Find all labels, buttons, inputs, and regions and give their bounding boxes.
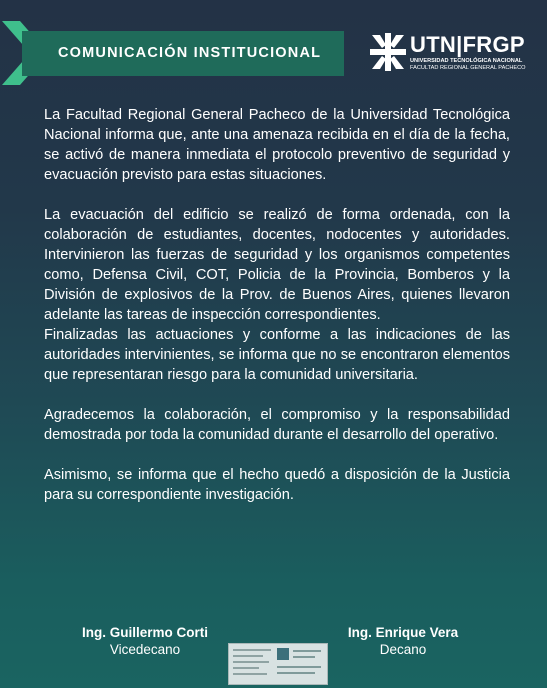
- paragraph: Asimismo, se informa que el hecho quedó a disposición de la Justicia para su correspondiente investigación.: [44, 467, 510, 503]
- logo-faculty: FACULTAD REGIONAL GENERAL PACHECO: [410, 65, 526, 71]
- logo-name: UTN|FRGP: [410, 32, 525, 57]
- signature-decano: [308, 625, 498, 659]
- logo-university: UNIVERSIDAD TECNOLÓGICA NACIONAL: [410, 58, 523, 64]
- paragraph: Finalizadas las actuaciones y conforme a las indicaciones de las autoridades intervinientes, se informa que no se encontraron elementos que representaran riesgo para la comunidad universitaria.: [44, 327, 510, 383]
- signature-vicedecano: [50, 625, 240, 659]
- notice-body: [44, 105, 510, 505]
- paragraph: La evacuación del edificio se realizó de forma ordenada, con la colaboración de estudiantes, docentes, nodocentes y autoridades. Intervinieron las fuerzas de seguridad y los organismos competentes como, Defensa Civil, COT, Policia de la Provincia, Bomberos y la División de explosivos de la Prov. de Buenos Aires, quienes llevaron adelante las tareas de inspección correspondientes.: [44, 207, 510, 323]
- header-title: COMUNICACIÓN INSTITUCIONAL: [58, 45, 322, 61]
- paragraph: La Facultad Regional General Pacheco de la Universidad Tecnológica Nacional informa que, ante una amenaza recibida en el día de la fecha, se activó de manera inmediata el protocolo preventivo de seguridad y evacuación previsto para estas situaciones.: [44, 107, 510, 183]
- utn-logo-icon: [370, 33, 406, 71]
- signature-name: Ing. Enrique Vera: [347, 625, 459, 640]
- utn-frgp-logo: [370, 32, 545, 82]
- paragraph: Agradecemos la colaboración, el compromiso y la responsabilidad demostrada por toda la comunidad durante el desarrollo del operativo.: [44, 407, 510, 443]
- signature-role: Decano: [379, 642, 427, 657]
- signature-name: Ing. Guillermo Corti: [81, 625, 208, 640]
- signature-role: Vicedecano: [109, 642, 181, 657]
